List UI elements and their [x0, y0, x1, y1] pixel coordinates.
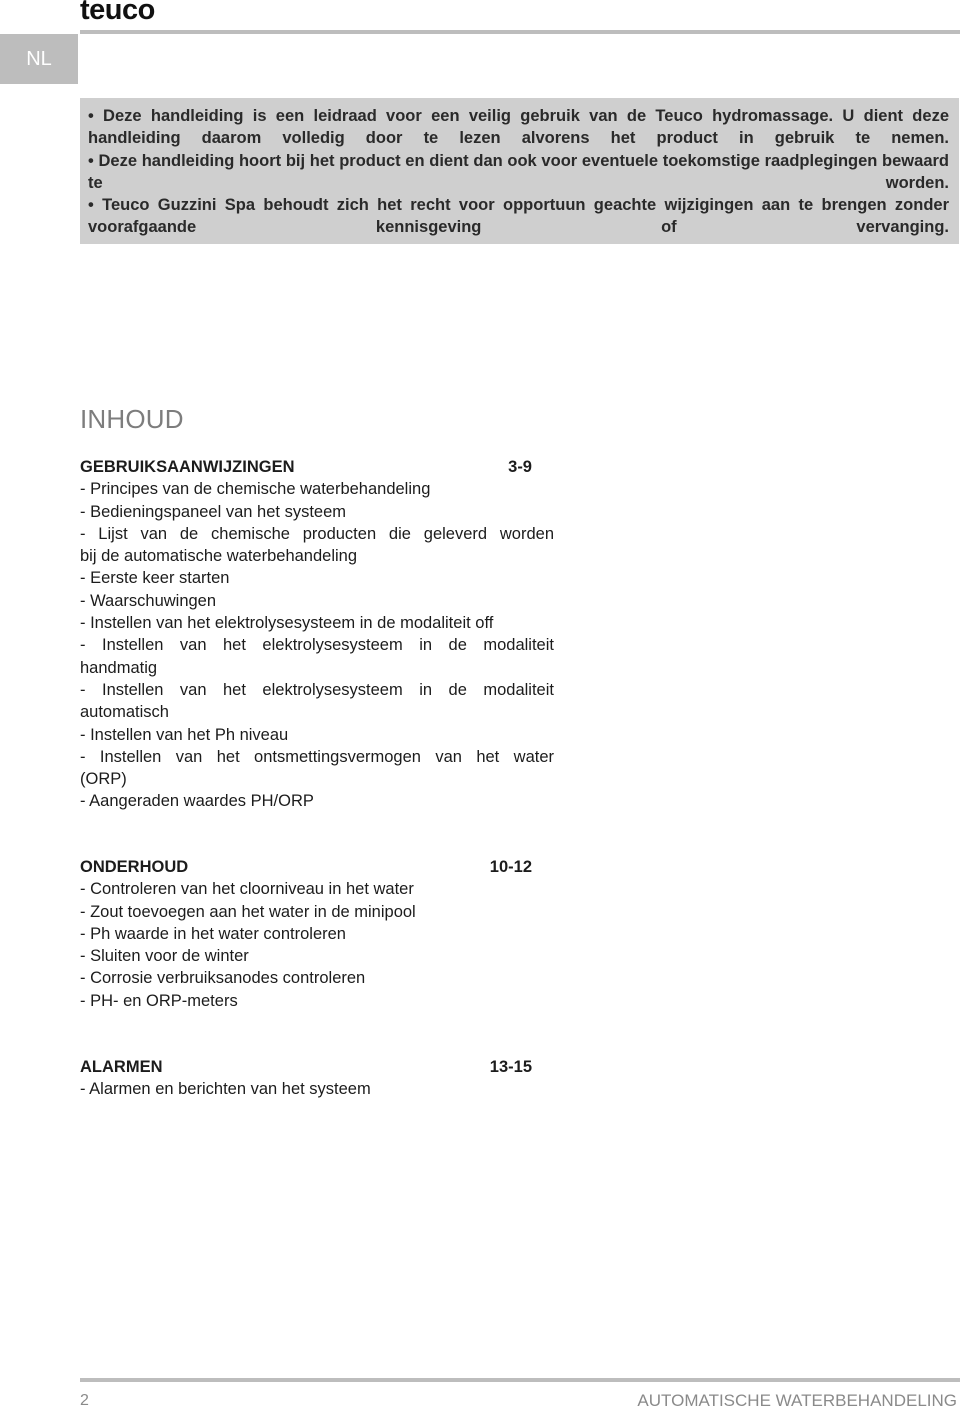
- toc-section-gebruiksaanwijzingen: [80, 456, 554, 813]
- section-pages: 10-12: [489, 858, 532, 876]
- toc-item: - Instellen van het elektrolysesysteem in de modaliteit off: [80, 614, 494, 633]
- toc-item: - Controleren van het cloorniveau in het water: [80, 880, 414, 899]
- section-pages: 3-9: [508, 458, 532, 476]
- toc-item: - Lijst van de chemische producten die geleverd worden: [80, 524, 554, 543]
- safety-notice-box: [80, 98, 959, 244]
- toc-item: - Bedieningspaneel van het systeem: [80, 502, 346, 521]
- toc-item: - Ph waarde in het water controleren: [80, 924, 346, 943]
- toc-section-header: [80, 456, 532, 478]
- toc-heading: INHOUD: [80, 404, 184, 434]
- toc-section-alarmen: [80, 1056, 554, 1101]
- notice-line: • Deze handleiding hoort bij het product en dient dan ook voor eventuele toekomstige raadplegingen bewaard te worden.: [88, 151, 949, 192]
- notice-line: • Deze handleiding is een leidraad voor een veilig gebruik van de Teuco hydromassage. U dient deze handleiding daarom volledig door te lezen alvorens het product in gebruik te nemen.: [88, 107, 949, 148]
- page-number: 2: [80, 1392, 89, 1409]
- brand-logo: teuco: [80, 0, 155, 26]
- toc-item: handmatig: [80, 658, 158, 677]
- toc-item: - Instellen van het Ph niveau: [80, 725, 289, 744]
- toc-item: - Sluiten voor de winter: [80, 947, 249, 966]
- toc-item: bij de automatische waterbehandeling: [80, 547, 358, 566]
- toc-section-header: [80, 856, 532, 878]
- toc-item: - Instellen van het elektrolysesysteem in de modaliteit: [80, 636, 554, 655]
- toc-item: (ORP): [80, 770, 127, 789]
- notice-line: • Teuco Guzzini Spa behoudt zich het recht voor opportuun geachte wijzigingen aan te brengen zonder voorafgaande kennisgeving of vervanging.: [88, 196, 949, 237]
- toc-item: - Aangeraden waardes PH/ORP: [80, 792, 314, 811]
- toc-item: - Instellen van het ontsmettingsvermogen van het water: [80, 747, 554, 766]
- toc-item: - Zout toevoegen aan het water in de minipool: [80, 902, 416, 921]
- toc-item: - Alarmen en berichten van het systeem: [80, 1080, 371, 1099]
- toc-item: - Waarschuwingen: [80, 591, 217, 610]
- toc-section-header: [80, 1056, 532, 1078]
- toc-item: - PH- en ORP-meters: [80, 991, 238, 1010]
- toc-section-onderhoud: [80, 856, 554, 1012]
- toc-item: - Corrosie verbruiksanodes controleren: [80, 969, 366, 988]
- section-title: GEBRUIKSAANWIJZINGEN: [80, 458, 295, 476]
- footer-title: AUTOMATISCHE WATERBEHANDELING: [637, 1391, 957, 1410]
- section-pages: 13-15: [489, 1058, 532, 1076]
- toc-item: - Instellen van het elektrolysesysteem in de modaliteit: [80, 680, 554, 699]
- toc-item: automatisch: [80, 703, 169, 722]
- footer-rule: [80, 1378, 960, 1382]
- section-title: ONDERHOUD: [80, 858, 189, 876]
- language-tab: NL: [0, 34, 78, 84]
- header-rule: [80, 30, 960, 34]
- toc-item: - Eerste keer starten: [80, 569, 230, 588]
- section-title: ALARMEN: [80, 1058, 163, 1076]
- toc-item: - Principes van de chemische waterbehandeling: [80, 480, 431, 499]
